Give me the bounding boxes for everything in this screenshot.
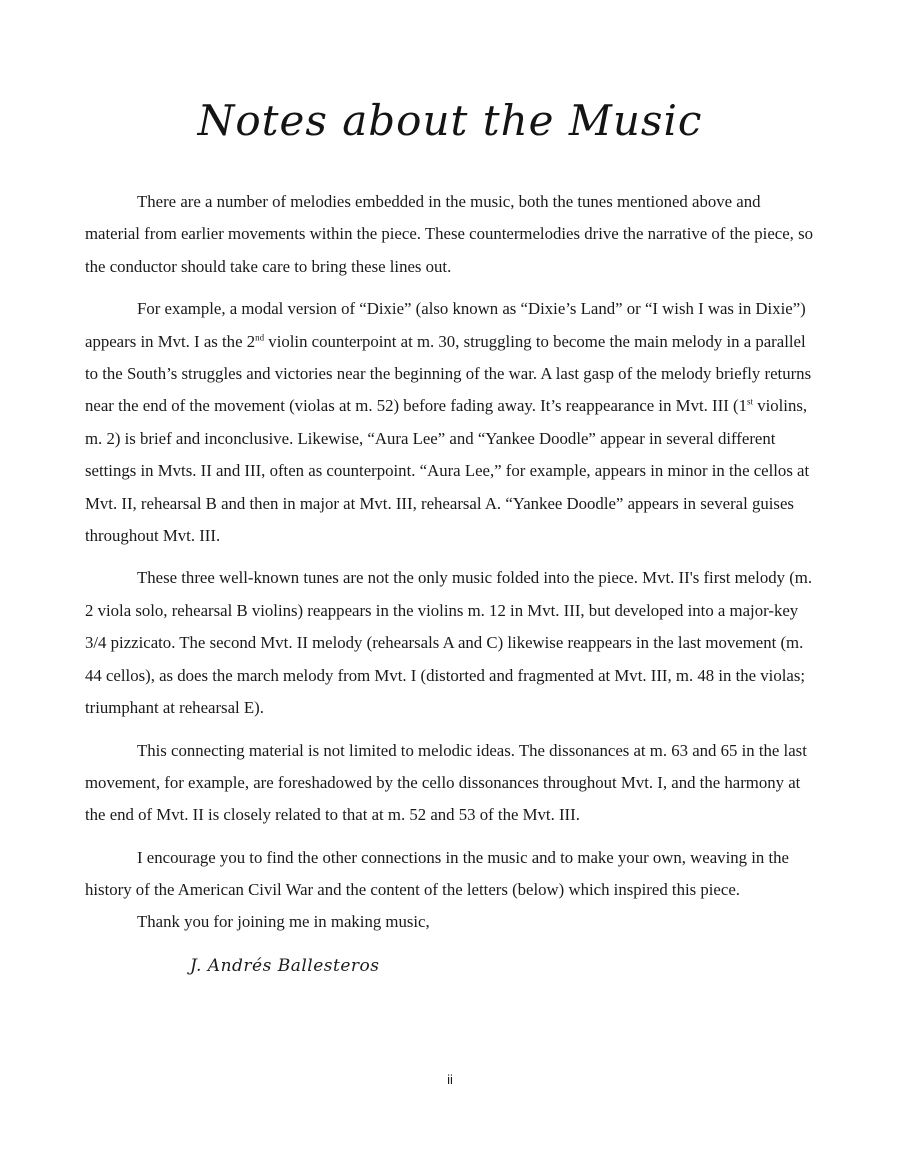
paragraph-melodies: There are a number of melodies embedded in the music, both the tunes mentioned above and material from earlier movements within the piece. These countermelodies drive the narrative of the piece, so the conductor should take care to bring these lines out. <box>85 192 813 276</box>
paragraph-text-part: violin counterpoint at m. 30, struggling to become the main melody in a parallel to the South’s struggles and victories near the beginning of the war. A last gasp of the melody briefly returns near the end of the movement (violas at m. 52) before fading away. It’s reappearance in Mvt. III (1 <box>85 331 812 416</box>
signature: J. Andrés Ballesteros <box>190 956 380 976</box>
page-number: ii <box>447 1072 453 1087</box>
paragraph-encouragement: I encourage you to find the other connections in the music and to make your own, weaving in the history of the American Civil War and the content of the letters (below) which inspired this piece. <box>85 847 789 900</box>
body-text <box>85 186 815 917</box>
ordinal-suffix: nd <box>255 332 265 343</box>
paragraph-text-part: violins, m. 2) is brief and inconclusive. Likewise, “Aura Lee” and “Yankee Doodle” appear in several different settings in Mvts. II and III, often as counterpoint. “Aura Lee,” for example, appears in minor in the cellos at Mvt. II, rehearsal B and then in major at Mvt. III, rehearsal A. “Yankee Doodle” appears in several guises throughout Mvt. III. <box>85 396 810 546</box>
paragraph-dixie-example <box>85 293 815 552</box>
page-title: Notes about the Music <box>197 96 703 145</box>
paragraph-well-known-tunes: These three well-known tunes are not the only music folded into the piece. Mvt. II's first melody (m. 2 viola solo, rehearsal B violins) reappears in the violins m. 12 in Mvt. III, but developed into a major-key 3/4 pizzicato. The second Mvt. II melody (rehearsals A and C) likewise reappears in the last movement (m. 44 cellos), as does the march melody from Mvt. I (distorted and fragmented at Mvt. III, m. 48 in the violas; triumphant at rehearsal E). <box>85 568 813 718</box>
paragraph-connecting-material: This connecting material is not limited to melodic ideas. The dissonances at m. 63 and 65 in the last movement, for example, are foreshadowed by the cello dissonances throughout Mvt. I, and the harmony at the end of Mvt. II is closely related to that at m. 52 and 53 of the Mvt. III. <box>85 740 807 825</box>
paragraph-text-part: For example, a modal version of “Dixie” (also known as “Dixie’s Land” or “I wish I was in Dixie”) appears in Mvt. I as the 2 <box>85 299 806 351</box>
ordinal-suffix: st <box>746 396 753 407</box>
closing-line: Thank you for joining me in making music, <box>137 912 430 931</box>
